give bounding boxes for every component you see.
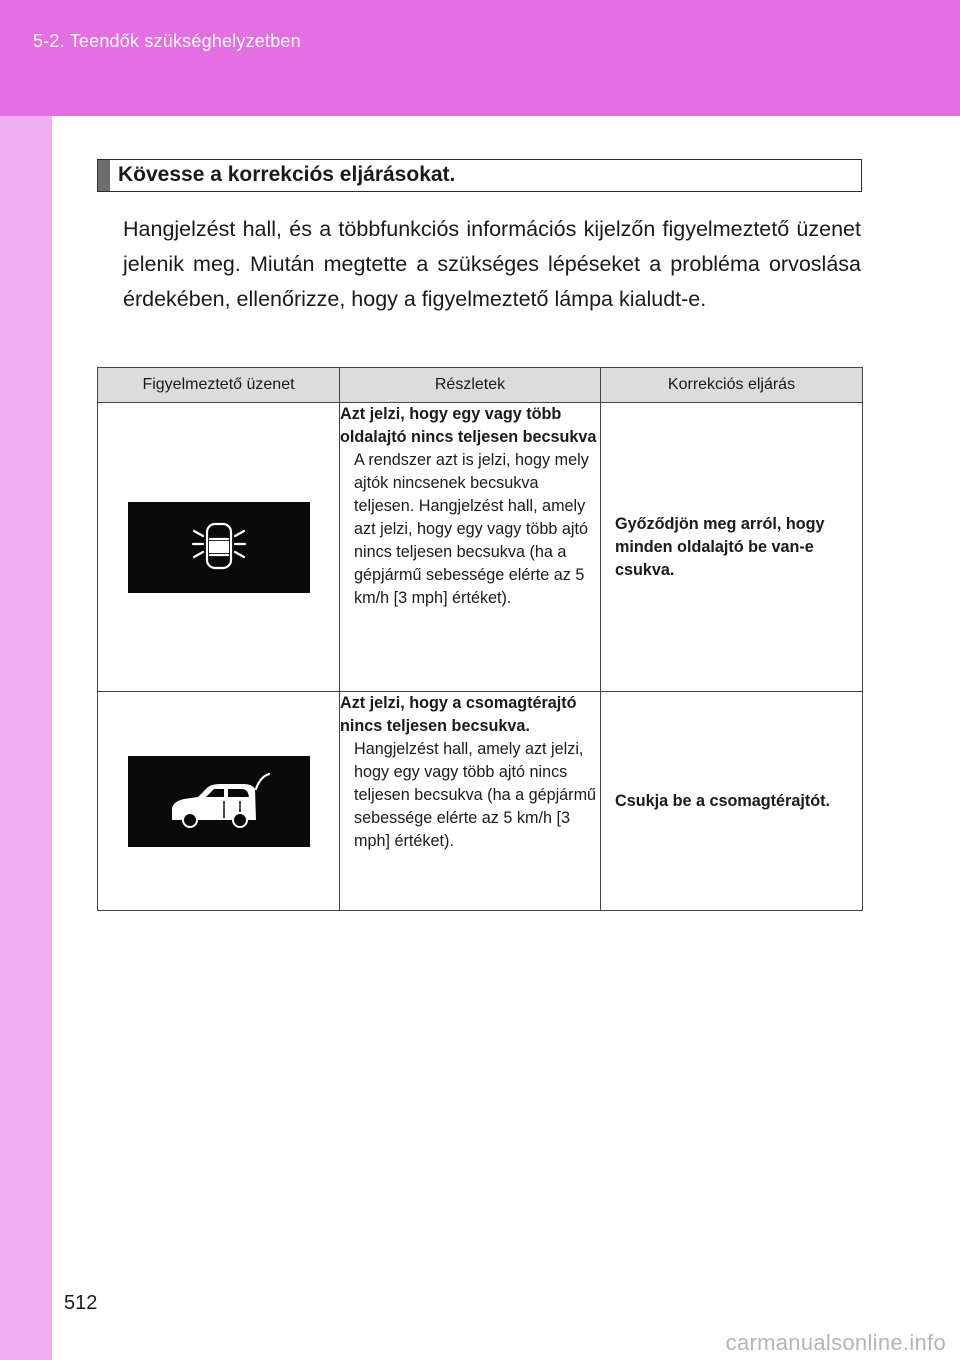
page-number: 512: [64, 1292, 98, 1314]
table-row: [98, 403, 863, 692]
table-header-row: [98, 368, 863, 403]
tailgate-open-warning-icon: [128, 756, 310, 847]
warning-display: [128, 756, 310, 847]
corrective-action: Csukja be a csomagtérajtót.: [615, 791, 831, 810]
side-band: [0, 116, 52, 1360]
corrective-action: Győződjön meg arról, hogy minden oldalajtó be van-e csukva.: [615, 514, 825, 579]
warning-table: [97, 367, 863, 911]
table-row: [98, 692, 863, 911]
header-band: [0, 0, 960, 116]
message-cell: [98, 692, 340, 911]
section-header: 5-2. Teendők szükséghelyzetben: [33, 31, 301, 51]
details-cell: [340, 403, 601, 692]
warning-display: [128, 502, 310, 593]
column-header-details: Részletek: [340, 368, 601, 403]
title-accent-bar: [98, 160, 110, 191]
intro-paragraph: Hangjelzést hall, és a többfunkciós információs kijelzőn figyelmeztető üzenet jelenik meg. Miután megtette a szükséges lépéseket a probléma orvoslása érdekében, ellenőrizze, hogy a figyelmeztető lámpa kialudt-e.: [123, 217, 861, 311]
details-cell: [340, 692, 601, 911]
section-title: Kövesse a korrekciós eljárásokat.: [118, 163, 456, 186]
column-header-message: Figyelmeztető üzenet: [98, 368, 340, 403]
action-cell: [601, 403, 863, 692]
door-open-warning-icon: [128, 502, 310, 593]
detail-title: Azt jelzi, hogy egy vagy több oldalajtó nincs teljesen becsukva: [340, 405, 597, 446]
detail-body: Hangjelzést hall, amely azt jelzi, hogy egy vagy több ajtó nincs teljesen becsukva (ha a gépjármű sebessége elérte az 5 km/h [3 mph] értéket).: [354, 740, 597, 850]
column-header-action: Korrekciós eljárás: [601, 368, 863, 403]
message-cell: [98, 403, 340, 692]
watermark: carmanualsonline.info: [725, 1330, 946, 1355]
action-cell: [601, 692, 863, 911]
detail-title: Azt jelzi, hogy a csomagtérajtó nincs teljesen becsukva.: [340, 694, 577, 735]
section-title-box: [97, 159, 862, 192]
detail-body: A rendszer azt is jelzi, hogy mely ajtók nincsenek becsukva teljesen. Hangjelzést hall, amely azt jelzi, hogy egy vagy több ajtó nincs teljesen becsukva (ha a gépjármű sebessége elérte az 5 km/h [3 mph] értéket).: [354, 451, 589, 607]
